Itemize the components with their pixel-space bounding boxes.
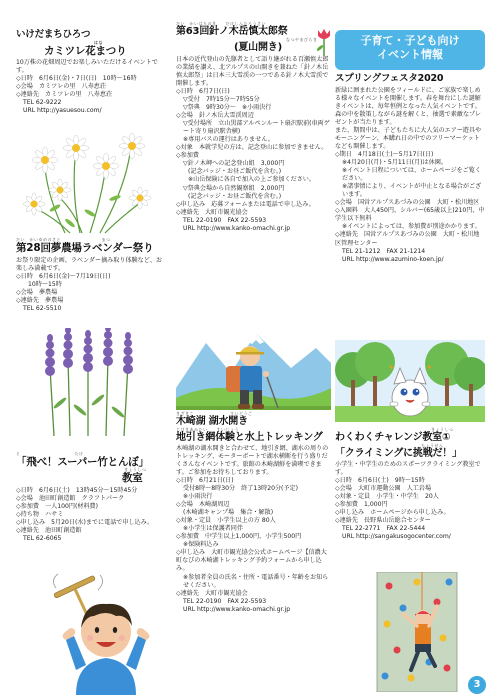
lavender-date: ◇日時 6月6日(金)～7月19日(日) — [16, 273, 111, 281]
festival-target: ◇対象 本就学児の方は、記念登山に参加できません。 — [176, 144, 328, 152]
festival-fee-nature: ▽祭典会場から自然観察組 2,000円 — [183, 184, 285, 192]
kizaki-fee: ◇参加費 中学生以上1,000円、小学生500円 — [176, 533, 302, 541]
dragonfly-section — [16, 452, 166, 543]
spring-tel: TEL 21-1212 FAX 21-1214 — [342, 247, 426, 255]
page-number: 3 — [468, 676, 486, 694]
spring-venue: ◇会場 国営アルプスあづみの公園 大町・松川地区 — [335, 199, 480, 207]
lavender-venue: ◇会場 夢農場 — [16, 289, 58, 297]
climbing-wall-illustration — [367, 572, 467, 692]
hiker-illustration — [176, 318, 331, 410]
kizaki-venue-note: (木崎湖キャンプ場 集合・解散) — [183, 509, 274, 517]
climbing-contact: ◇連絡先 長野県山岳総合センター — [335, 517, 431, 525]
dragonfly-venue: ◇会場 池田町創造館 クラフトパーク — [16, 495, 125, 503]
dragonfly-title2-ruby: きょうしつ — [124, 467, 147, 473]
festival-fee-heading: ◇参加費 — [176, 152, 199, 160]
kizaki-apply-note: ※参加者全員の氏名・住所・電話番号・年齢をお知らせください。 — [183, 573, 329, 589]
climbing-subtitle: 「クライミングに挑戦だ！」 — [335, 447, 462, 459]
climbing-section — [335, 428, 485, 541]
festival-subtitle: (夏山開き) — [234, 41, 282, 53]
dragonfly-fee: ◇参加費 一人100円(材料費) — [16, 503, 99, 511]
festival-date: ◇日時 6月7日(日) — [176, 88, 230, 96]
lavender-intro: お祭り限定の企画、ラベンダー摘み取り体験など、お楽しみ満載です。 — [16, 257, 163, 273]
festival-venue: ◇会場 針ノ木岳大雪渓周辺 — [176, 112, 254, 120]
svg-text:✦: ✦ — [426, 363, 433, 372]
kizaki-apply: ◇申し込み 大町市観光協会公式ホームページ【信濃大町なびの木崎湖トレッキング予約フォームから申し込み。 — [176, 549, 327, 573]
climbing-title: わくわくチャレンジ教室① — [335, 432, 451, 443]
spring-closed-note: ※4月20日(月)・5月11日(月)は休園。 — [342, 159, 447, 167]
kamitsure-tel: TEL 62-9222 — [23, 99, 62, 107]
tulip-icon — [315, 26, 333, 56]
kizaki-fee-note: ※保険料込み — [183, 541, 219, 549]
kizaki-contact: ◇連絡先 大町市観光協会 — [176, 589, 248, 597]
kamitsure-intro: 10万株の花畑周辺でお楽しみいただけるイベントです。 — [16, 58, 158, 75]
kamitsure-date: ◇日時 6月6日(金)・7日(日) 10時～16時 — [16, 75, 137, 83]
climbing-subtitle-ruby: ちょうせん — [421, 442, 444, 448]
climbing-tel: TEL 22-2771 FAX 22-5444 — [342, 525, 426, 533]
lavender-title-ruby: だい かいゆめのさと まつ — [16, 237, 111, 242]
kamitsure-section — [16, 30, 166, 115]
spring-date: ◇期日 4月18日(土)～5月17日(日) — [335, 151, 434, 159]
festival-fee-climb-insurance: ※山岳保険に各自で加入の上ご参加ください。 — [188, 176, 315, 184]
spring-title: スプリングフェスタ2020 — [335, 73, 444, 84]
festival-url[interactable]: URL http://www.kanko-omachi.gr.jp — [183, 224, 291, 232]
kizaki-title-ruby: きざきこ すいどうご — [176, 411, 253, 416]
kamitsure-title — [16, 30, 166, 57]
festival-apply: ◇申し込み 応募フォームまたは電話で申し込み。 — [176, 200, 315, 208]
kizaki-subtitle-ruby: じびきあみたい すいじょう — [176, 426, 239, 432]
kizaki-venue: ◇会場 木崎湖周辺 — [176, 501, 230, 509]
dragonfly-date: ◇日時 6月6日(土) 13時45分～15時45分 — [16, 487, 138, 495]
kizaki-section — [176, 412, 331, 614]
kids-event-banner — [335, 30, 485, 70]
festival-reception: ▽受付 7時15分～7時55分 — [183, 96, 260, 104]
dragonfly-title2: 教室 — [122, 472, 143, 485]
kizaki-target: ◇対象・定員 小学生以上の方 80人 — [176, 517, 276, 525]
festival-fee-nature-note: (記念バッジ・お昼ご飯代を含む。) — [188, 192, 282, 200]
climbing-intro: 小学生・中学生のためのスポーツクライミング教室です。 — [335, 461, 481, 477]
lavender-time: 10時～15時 — [28, 281, 62, 289]
climbing-fee: ◇参加費 1,000円 — [335, 501, 388, 509]
dragonfly-tel: TEL 62-6065 — [23, 535, 62, 543]
festival-contact: ◇連絡先 大町市観光協会 — [176, 208, 248, 216]
park-mascot-illustration — [335, 340, 485, 422]
banner-line2: イベント情報 — [377, 48, 443, 62]
lavender-tel: TEL 62-5510 — [23, 305, 62, 313]
lavender-title: 第28回夢農場ラベンダー祭り — [16, 242, 154, 254]
spring-intro: 新緑に囲まれた公園をフィールドに、ご家族で楽しめる様々なイベントを開催します。春を舞台にした謎解きイベントは、毎年恒例となった人気イベントです。森の中を散策しながら謎を解くと、抽選で素敵なプレゼントが当たります。 — [335, 86, 482, 127]
dragonfly-title-ruby: と たけ — [16, 451, 84, 456]
kizaki-target-note: ※小学生は保護者同伴 — [183, 525, 243, 533]
festival-intro: 日本の近代登山の先駆者として語り継がれる百瀬慎太郎の業績を讃え、北アルプスの山開きを兼ねた「針ノ木岳慎太郎祭」は日本三大雪渓の一つである針ノ木大雪渓で開催します。 — [176, 56, 329, 88]
kamitsure-title-line2: カミツレ花まつり — [44, 44, 127, 57]
spring-url[interactable]: URL http://www.azumino-koen.jp/ — [342, 255, 444, 263]
kamitsure-title-line1: いけだまちひろつ — [16, 29, 91, 40]
festival-reception-place: ▽受付場所 立山黒部アルペンルート扇沢駅前(車両ゲート寄り扇沢駅舎横) — [183, 120, 330, 136]
festival-ceremony: ▽祭典 9時30分～ ※小雨決行 — [183, 104, 272, 112]
kamitsure-contact: ◇連絡先 カミツレの里 八寿恵荘 — [16, 91, 113, 99]
climbing-title-ruby: きょうしつ — [431, 427, 454, 432]
dragonfly-items: ◇持ち物 ハサミ — [16, 511, 64, 519]
kizaki-time: 受付8時～8時30分 終了13時20分(予定) — [183, 485, 298, 493]
kizaki-intro: 木崎湖の湖水開きと合わせて、地引き網、湖水の周りのトレッキング、モーターボートで湖水横断を行う盛りだくさんなイベントです。旅館の木崎湖鮮を満喫できます。ご参加をお待ちしております。 — [176, 445, 329, 477]
kizaki-rain-note: ※小雨決行 — [183, 493, 213, 501]
festival-subtitle-ruby: なつやまびらき — [286, 36, 318, 42]
festival-tel: TEL 22-0190 FAX 22-5593 — [183, 216, 267, 224]
lavender-contact: ◇連絡先 夢農場 — [16, 297, 64, 305]
spring-fee: ◇入園料 大人450円、シルバー(65歳以上)210円、中学生以下無料 — [335, 207, 485, 223]
kamitsure-url[interactable]: URL http://yasuesou.com/ — [23, 107, 102, 115]
festival-shuttle-note: ※専用バスの運行はありません。 — [183, 136, 274, 144]
lavender-illustration — [36, 328, 146, 438]
spring-details-note: ※イベント日程については、ホームページをご覧ください。 — [342, 167, 481, 183]
climbing-target: ◇対象・定員 小学生・中学生 20人 — [335, 493, 439, 501]
kamitsure-venue: ◇会場 カミツレの里 八寿恵荘 — [16, 83, 106, 91]
spring-fee-note: ※イベントによっては、参加費が別途かかります。 — [342, 223, 481, 231]
kizaki-tel: TEL 22-0190 FAX 22-5593 — [183, 597, 267, 605]
shintaro-festival-section — [176, 22, 331, 233]
dragonfly-contact: ◇連絡先 池田町創造館 — [16, 527, 82, 535]
spring-festa-section — [335, 74, 485, 264]
kizaki-subtitle: 地引き網体験と水上トレッキング — [176, 431, 323, 443]
svg-text:✦: ✦ — [388, 363, 395, 372]
climbing-venue: ◇会場 大町市運動公園 人工岩場 — [335, 485, 432, 493]
chamomile-illustration — [20, 128, 160, 236]
spring-contact: ◇連絡先 国営アルプスあづみの公園 大町・松川地区管理センター — [335, 231, 480, 247]
kizaki-url[interactable]: URL http://www.kanko-omachi.gr.jp — [183, 605, 291, 613]
spring-intro2: また、期間中は、子どもたちに大人気のエアー遊具やモーニングーン、本購れ日の中でのフリーマーケットなども開催します。 — [335, 127, 482, 151]
climbing-apply: ◇申し込み ホームページから申し込み。 — [335, 509, 450, 517]
dragonfly-apply: ◇申し込み 5月20日(水)までに電話で申し込み。 — [16, 519, 154, 527]
banner-line1: 子育て・子ども向け — [360, 34, 460, 47]
festival-fee-climb: ▽針ノ木岬への記念登山組 3,000円 — [183, 160, 285, 168]
boy-with-bamboo-copter-illustration — [46, 570, 166, 695]
kizaki-date: ◇日時 6月21日(日) — [176, 477, 234, 485]
festival-title-ruby: だい かいはりのき だけしんたろうさい — [176, 21, 266, 26]
climbing-url[interactable]: URL http://sangakusogocenter.com/ — [342, 533, 451, 541]
festival-title: 第63回針ノ木岳慎太郎祭 — [176, 26, 288, 37]
kizaki-title: 木崎湖 湖水開き — [176, 416, 248, 427]
climbing-date: ◇日時 6月6日(土) 9時～15時 — [335, 477, 425, 485]
kamitsure-title-ruby: はな — [94, 39, 103, 45]
spring-change-note: ※諸事情により、イベントが中止となる場合がございます。 — [342, 183, 482, 199]
festival-fee-climb-note: (記念バッジ・お昼ご飯代を含む。) — [188, 168, 282, 176]
lavender-section — [16, 238, 166, 313]
dragonfly-title: 「飛べ！スーパー竹とんぼ」 — [16, 456, 149, 468]
